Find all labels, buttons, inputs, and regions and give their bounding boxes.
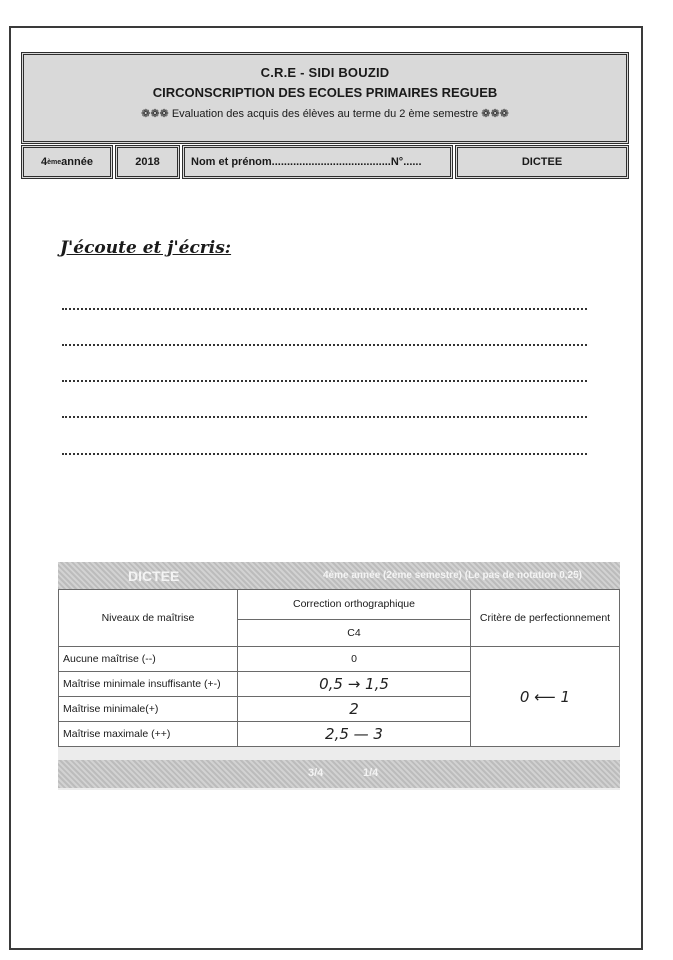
grid-title-band — [58, 562, 620, 589]
footer-ratio-left: 3/4 — [308, 767, 324, 779]
criteria-table — [58, 589, 620, 747]
year-value: 2018 — [135, 156, 160, 168]
col-header-perfection: Critère de perfectionnement — [471, 590, 620, 647]
grid-footer-band — [58, 760, 620, 788]
level-label: Maîtrise minimale(+) — [59, 697, 238, 722]
level-score: 2,5 — 3 — [238, 722, 471, 747]
writing-line[interactable] — [62, 344, 587, 346]
table-row — [59, 647, 620, 672]
writing-line[interactable] — [62, 380, 587, 382]
level-label: Maîtrise minimale insuffisante (+-) — [59, 672, 238, 697]
footer-ratio-right: 1/4 — [363, 767, 379, 779]
level-score: 2 — [238, 697, 471, 722]
col-header-levels: Niveaux de maîtrise — [59, 590, 238, 647]
section-title: J'écoute et j'écris: — [60, 238, 232, 258]
name-cell[interactable] — [182, 145, 453, 179]
grade-number: 4 — [41, 156, 48, 168]
col-header-correction: Correction orthographique — [238, 590, 471, 620]
header-institution: C.R.E - SIDI BOUZID — [260, 65, 390, 80]
name-field[interactable]: Nom et prénom.......................................N°...... — [191, 156, 422, 168]
year-cell — [115, 145, 180, 179]
col-subheader-c4: C4 — [238, 619, 471, 646]
writing-line[interactable] — [62, 416, 587, 418]
band-subject: DICTEE — [128, 568, 180, 584]
subject-cell — [455, 145, 629, 179]
writing-line[interactable] — [62, 453, 587, 455]
grade-cell — [21, 145, 113, 179]
header-box — [21, 52, 629, 144]
header-evaluation: ❁❁❁ Evaluation des acquis des élèves au terme du 2 ème semestre ❁❁❁ — [141, 108, 509, 120]
level-score: 0 — [238, 647, 471, 672]
band-grade-info: 4ème année (2ème semestre) (Le pas de notation 0,25) — [323, 570, 582, 581]
level-label: Maîtrise maximale (++) — [59, 722, 238, 747]
level-label: Aucune maîtrise (--) — [59, 647, 238, 672]
perfection-score: 0 ⟵ 1 — [471, 647, 620, 747]
header-circonscription: CIRCONSCRIPTION DES ECOLES PRIMAIRES REGUEB — [152, 85, 498, 100]
level-score: 0,5 → 1,5 — [238, 672, 471, 697]
subject-label: DICTEE — [521, 156, 563, 168]
grade-superscript: ème — [47, 158, 62, 166]
writing-line[interactable] — [62, 308, 587, 310]
grade-label: année — [61, 156, 93, 168]
